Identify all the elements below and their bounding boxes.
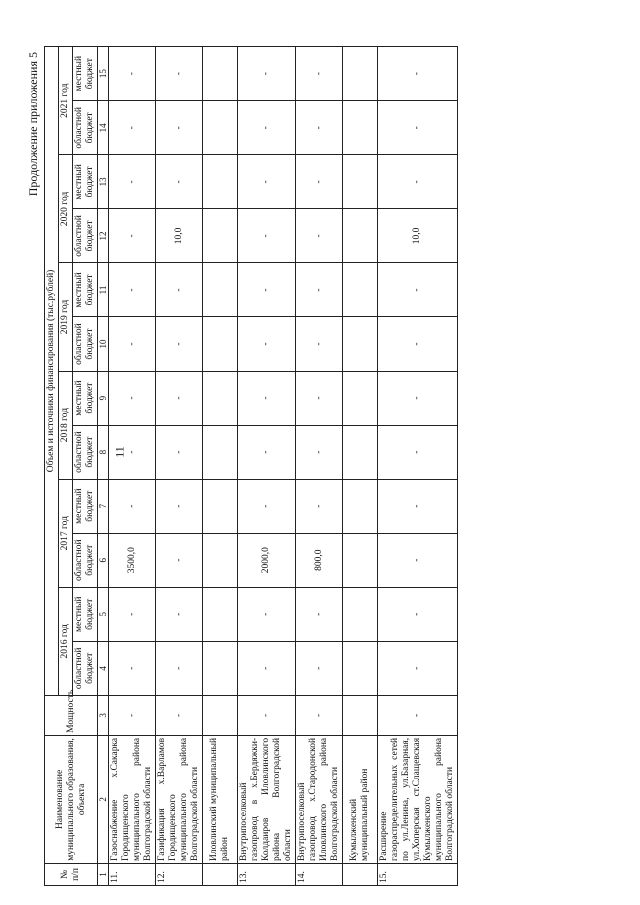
funding-cell: -	[296, 263, 343, 317]
header-year: 2016 год	[59, 587, 73, 695]
funding-cell: -	[378, 101, 458, 155]
funding-cell: -	[378, 317, 458, 371]
funding-cell	[203, 209, 238, 263]
funding-cell: -	[296, 101, 343, 155]
funding-cell	[203, 479, 238, 533]
header-funding-title: Объем и источники финансирования (тыс.рублей)	[45, 47, 59, 696]
rotated-content	[24, 46, 484, 886]
funding-cell: -	[238, 155, 296, 209]
object-name: Расширение газораспределительных сетей по ул.Ленина, ул.Базарная, ул.Хоперская ст.Слащевская Кумылженского муниципального района Волгоградской области	[378, 735, 458, 863]
funding-cell: -	[296, 209, 343, 263]
header-regional-budget: областной бюджет	[73, 425, 98, 479]
funding-cell: -	[156, 425, 203, 479]
funding-cell: 10,0	[378, 209, 458, 263]
funding-cell: -	[378, 587, 458, 641]
funding-cell: -	[296, 425, 343, 479]
capacity-cell: -	[296, 695, 343, 735]
table-row	[378, 47, 458, 886]
header-local-budget: местный бюджет	[73, 155, 98, 209]
funding-cell	[203, 47, 238, 101]
appendix-note: Продолжение приложения 5	[26, 52, 40, 197]
header-regional-budget: областной бюджет	[73, 209, 98, 263]
funding-cell: 2000,0	[238, 533, 296, 587]
table-header	[45, 47, 109, 886]
funding-cell: 3500,0	[109, 533, 156, 587]
funding-cell	[203, 587, 238, 641]
header-year: 2021 год	[59, 47, 73, 155]
column-number: 10	[98, 317, 109, 371]
column-number: 8	[98, 425, 109, 479]
funding-cell	[343, 479, 378, 533]
funding-cell: -	[156, 47, 203, 101]
row-number: 13.	[238, 863, 296, 885]
header-local-budget: местный бюджет	[73, 263, 98, 317]
table-row	[109, 47, 156, 886]
column-number: 2	[98, 735, 109, 863]
funding-cell: -	[296, 371, 343, 425]
funding-cell: -	[156, 317, 203, 371]
funding-cell: -	[156, 155, 203, 209]
capacity-cell: -	[238, 695, 296, 735]
header-year: 2020 год	[59, 155, 73, 263]
funding-cell: -	[156, 479, 203, 533]
funding-cell	[343, 155, 378, 209]
municipality-row	[343, 47, 378, 886]
funding-cell	[343, 425, 378, 479]
funding-cell: -	[378, 47, 458, 101]
capacity-cell: -	[156, 695, 203, 735]
row-number	[343, 863, 378, 885]
header-local-budget: местный бюджет	[73, 587, 98, 641]
funding-cell: -	[109, 155, 156, 209]
funding-cell: -	[238, 101, 296, 155]
funding-cell: -	[238, 641, 296, 695]
object-name: Внутрипоселковый газопровод х.Стародонской Иловлинского района Волгоградской области	[296, 735, 343, 863]
funding-cell	[343, 371, 378, 425]
funding-cell: -	[296, 479, 343, 533]
funding-cell: -	[238, 263, 296, 317]
row-number: 14.	[296, 863, 343, 885]
column-number: 6	[98, 533, 109, 587]
funding-cell: -	[378, 641, 458, 695]
funding-cell	[203, 533, 238, 587]
header-local-budget: местный бюджет	[73, 371, 98, 425]
object-name: Газификация х.Варламов Городищенского муниципального района Волгоградской области	[156, 735, 203, 863]
header-regional-budget: областной бюджет	[73, 533, 98, 587]
column-number: 7	[98, 479, 109, 533]
column-number: 11	[98, 263, 109, 317]
funding-cell: -	[296, 587, 343, 641]
funding-cell: -	[296, 641, 343, 695]
funding-cell	[343, 641, 378, 695]
funding-cell	[343, 47, 378, 101]
funding-cell: -	[109, 641, 156, 695]
funding-cell	[203, 425, 238, 479]
funding-cell: -	[378, 533, 458, 587]
funding-cell: -	[238, 479, 296, 533]
header-no: № п/п	[45, 863, 98, 885]
header-year: 2019 год	[59, 263, 73, 371]
header-local-budget: местный бюджет	[73, 479, 98, 533]
funding-cell: -	[109, 209, 156, 263]
header-year: 2018 год	[59, 371, 73, 479]
funding-cell	[343, 587, 378, 641]
funding-cell: -	[109, 47, 156, 101]
header-regional-budget: областной бюджет	[73, 641, 98, 695]
funding-cell: -	[109, 263, 156, 317]
funding-cell	[343, 209, 378, 263]
header-year: 2017 год	[59, 479, 73, 587]
funding-cell: -	[238, 209, 296, 263]
object-name: Газоснабжение х.Сакарка Городищенского муниципального района Волгоградской области	[109, 735, 156, 863]
funding-table	[44, 46, 458, 886]
funding-cell	[203, 263, 238, 317]
column-number: 4	[98, 641, 109, 695]
capacity-cell	[203, 695, 238, 735]
municipality-row	[203, 47, 238, 886]
funding-cell	[343, 101, 378, 155]
column-number: 5	[98, 587, 109, 641]
object-name: Внутрипоселковый газопровод в х.Бердяжки-Колдаиров Иловлинского района Волгоградской области	[238, 735, 296, 863]
column-number: 9	[98, 371, 109, 425]
funding-cell: -	[296, 317, 343, 371]
funding-cell: -	[378, 371, 458, 425]
funding-cell	[343, 533, 378, 587]
funding-cell: -	[156, 371, 203, 425]
capacity-cell: -	[378, 695, 458, 735]
funding-cell: -	[156, 587, 203, 641]
funding-cell: -	[378, 263, 458, 317]
funding-cell: -	[156, 101, 203, 155]
row-number: 12.	[156, 863, 203, 885]
funding-cell: -	[156, 533, 203, 587]
funding-cell: -	[109, 101, 156, 155]
header-regional-budget: областной бюджет	[73, 101, 98, 155]
column-number: 12	[98, 209, 109, 263]
capacity-cell	[343, 695, 378, 735]
funding-cell	[203, 641, 238, 695]
funding-cell: -	[296, 47, 343, 101]
funding-cell: -	[238, 587, 296, 641]
column-number: 15	[98, 47, 109, 101]
funding-cell: -	[156, 263, 203, 317]
funding-cell: -	[156, 641, 203, 695]
funding-cell: -	[109, 587, 156, 641]
table-body	[109, 47, 458, 886]
funding-cell	[343, 263, 378, 317]
header-regional-budget: областной бюджет	[73, 317, 98, 371]
funding-cell: -	[238, 371, 296, 425]
funding-cell: -	[296, 155, 343, 209]
funding-cell: -	[109, 479, 156, 533]
funding-cell	[203, 155, 238, 209]
funding-cell	[203, 101, 238, 155]
funding-cell: -	[109, 425, 156, 479]
funding-cell: -	[109, 371, 156, 425]
column-number: 14	[98, 101, 109, 155]
funding-cell: -	[378, 425, 458, 479]
funding-cell	[343, 317, 378, 371]
object-name: Кумылженский муниципальный район	[343, 735, 378, 863]
funding-cell: 800,0	[296, 533, 343, 587]
table-row	[156, 47, 203, 886]
funding-cell: -	[238, 317, 296, 371]
funding-cell: -	[109, 317, 156, 371]
object-name: Иловлинский муниципальный район	[203, 735, 238, 863]
header-local-budget: местный бюджет	[73, 47, 98, 101]
column-number: 3	[98, 695, 109, 735]
funding-cell: -	[238, 47, 296, 101]
row-number: 11.	[109, 863, 156, 885]
table-row	[296, 47, 343, 886]
column-number: 13	[98, 155, 109, 209]
funding-cell: -	[378, 155, 458, 209]
table-row	[238, 47, 296, 886]
funding-cell: -	[378, 479, 458, 533]
header-name: Наименование муниципального образования, объекта	[45, 735, 98, 863]
row-number	[203, 863, 238, 885]
capacity-cell: -	[109, 695, 156, 735]
funding-cell: -	[238, 425, 296, 479]
row-number: 15.	[378, 863, 458, 885]
column-number: 1	[98, 863, 109, 885]
funding-cell: 10,0	[156, 209, 203, 263]
funding-cell	[203, 371, 238, 425]
page-number: 11	[112, 446, 127, 458]
funding-cell	[203, 317, 238, 371]
header-capacity: Мощность	[45, 695, 98, 735]
